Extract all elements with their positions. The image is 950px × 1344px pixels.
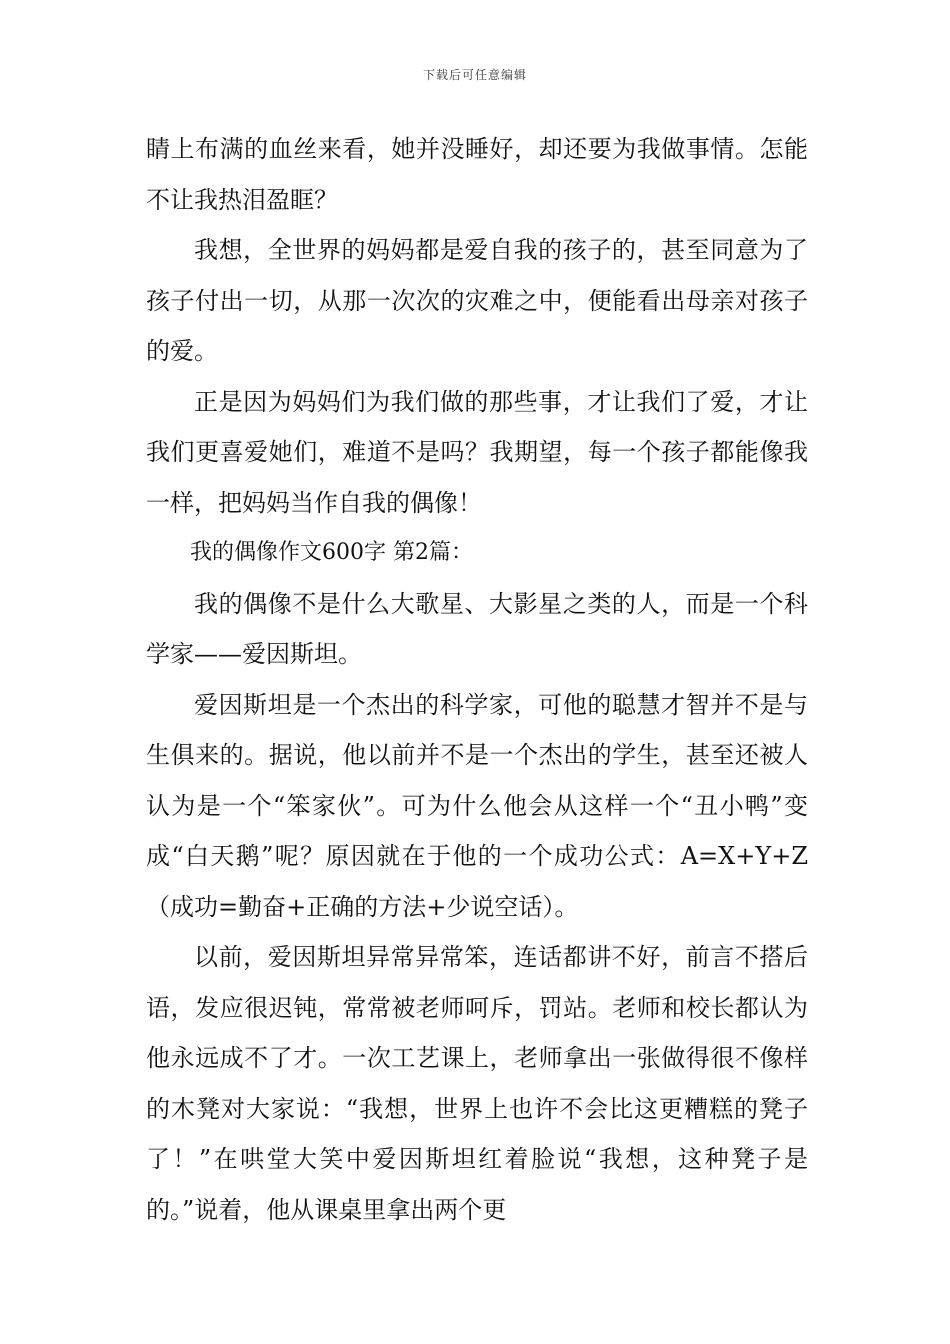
- paragraph-einstein-formula: 爱因斯坦是一个杰出的科学家，可他的聪慧才智并不是与生俱来的。据说，他以前并不是一个杰出的学生，甚至还被人认为是一个“笨家伙”。可为什么他会从这样一个“丑小鸭”变成“白天鹅”呢？原因就在于他的一个成功公式：A=X+Y+Z（成功=勤奋+正确的方法+少说空话）。: [146, 690, 808, 921]
- paragraph-einstein-stool: 以前，爱因斯坦异常异常笨，连话都讲不好，前言不搭后语，发应很迟钝，常常被老师呵斥，罚站。老师和校长都认为他永远成不了才。一次工艺课上，老师拿出一张做得很不像样的木凳对大家说：“我想，世界上也许不会比这更糟糕的凳子了！”在哄堂大笑中爱因斯坦红着脸说“我想，这种凳子是的。”说着，他从课桌里拿出两个更: [146, 943, 808, 1224]
- page-header: 下载后可任意编辑: [422, 68, 527, 82]
- paragraph-idol-einstein: 我的偶像不是什么大歌星、大影星之类的人，而是一个科学家——爱因斯坦。: [146, 589, 808, 668]
- paragraph-mom-idol: 正是因为妈妈们为我们做的那些事，才让我们了爱，才让我们更喜爱她们，难道不是吗？我期望，每一个孩子都能像我一样，把妈妈当作自我的偶像！: [146, 387, 808, 517]
- document-body: [146, 124, 808, 1235]
- paragraph-continuation: 睛上布满的血丝来看，她并没睡好，却还要为我做事情。怎能不让我热泪盈眶？: [146, 135, 808, 214]
- paragraph-mothers-love: 我想，全世界的妈妈都是爱自我的孩子的，甚至同意为了孩子付出一切，从那一次次的灾难之中，便能看出母亲对孩子的爱。: [146, 236, 808, 365]
- section-heading: 我的偶像作文600字 第2篇：: [190, 540, 473, 565]
